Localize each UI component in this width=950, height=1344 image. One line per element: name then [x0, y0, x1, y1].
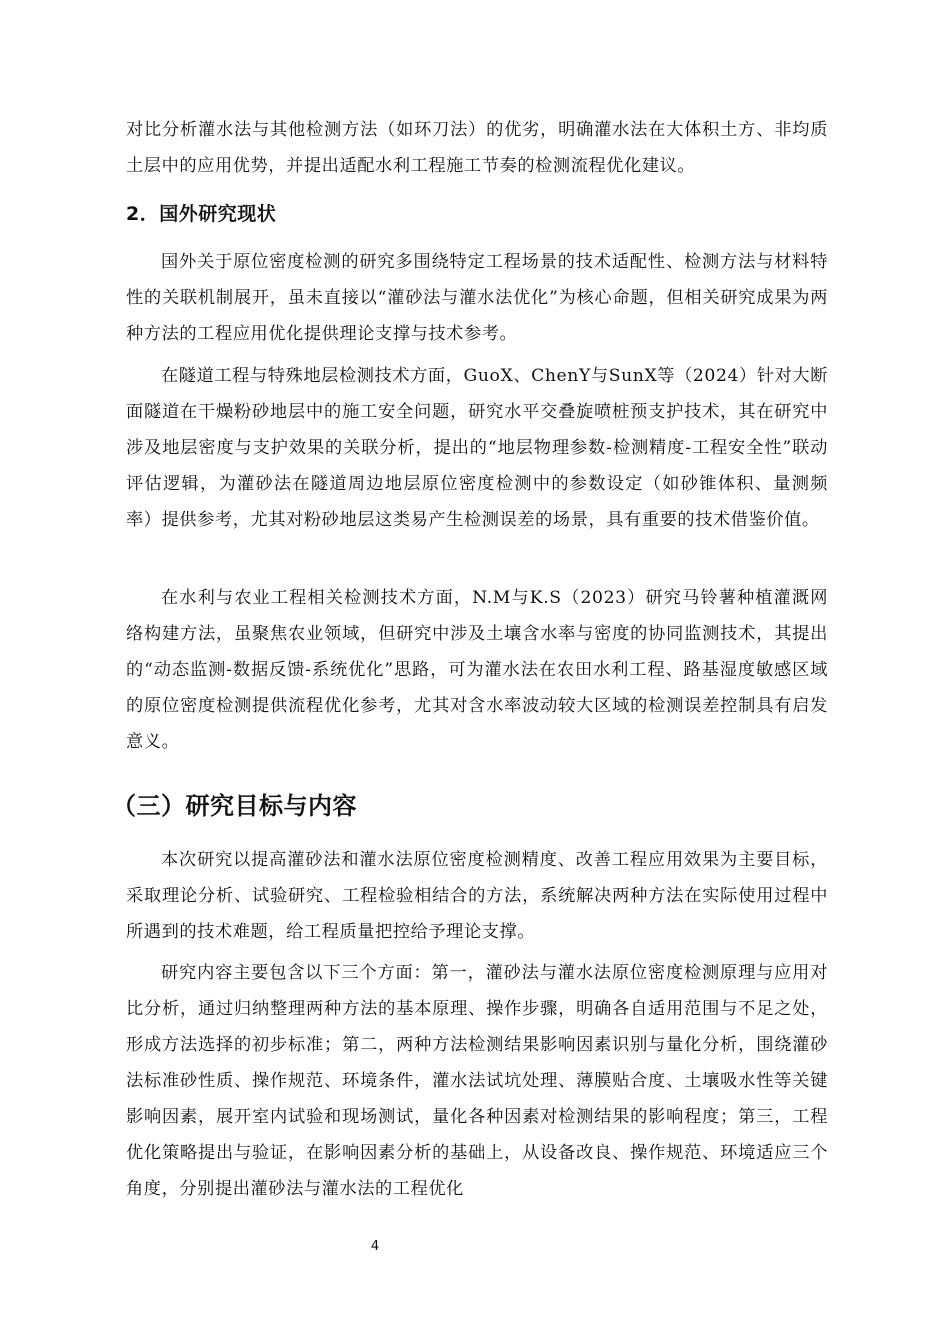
- paragraph-research-goals: 本次研究以提高灌砂法和灌水法原位密度检测精度、改善工程应用效果为主要目标，采取理论分析、试验研究、工程检验相结合的方法，系统解决两种方法在实际使用过程中所遇到的技术难题，给工程质量把控给予理论支撑。: [126, 850, 828, 942]
- section-heading-foreign-research: 2．国外研究现状: [126, 203, 277, 225]
- paragraph-method-comparison: 对比分析灌水法与其他检测方法（如环刀法）的优劣，明确灌水法在大体积土方、非均质土层中的应用优势，并提出适配水利工程施工节奏的检测流程优化建议。: [126, 120, 828, 176]
- paragraph-research-content: 研究内容主要包含以下三个方面：第一，灌砂法与灌水法原位密度检测原理与应用对比分析，通过归纳整理两种方法的基本原理、操作步骤，明确各自适用范围与不足之处，形成方法选择的初步标准；第二，两种方法检测结果影响因素识别与量化分析，围绕灌砂法标准砂性质、操作规范、环境条件，灌水法试坑处理、薄膜贴合度、土壤吸水性等关键影响因素，展开室内试验和现场测试，量化各种因素对检测结果的影响程度；第三，工程优化策略提出与验证，在影响因素分析的基础上，从设备改良、操作规范、环境适应三个角度，分别提出灌砂法与灌水法的工程优化: [126, 963, 828, 1199]
- paragraph-irrigation-detection: 在水利与农业工程相关检测技术方面，N.M与K.S（2023）研究马铃薯种植灌溉网络构建方法，虽聚焦农业领域，但研究中涉及土壤含水率与密度的协同监测技术，其提出的“动态监测-数据反馈-系统优化”思路，可为灌水法在农田水利工程、路基湿度敏感区域的原位密度检测提供流程优化参考，尤其对含水率波动较大区域的检测误差控制具有启发意义。: [126, 588, 828, 752]
- page-number: 4: [370, 1239, 380, 1254]
- paragraph-tunnel-detection: 在隧道工程与特殊地层检测技术方面，GuoX、ChenY与SunX等（2024）针对大断面隧道在干燥粉砂地层中的施工安全问题，研究水平交叠旋喷桩预支护技术，其在研究中涉及地层密度与支护效果的关联分析，提出的“地层物理参数-检测精度-工程安全性”联动评估逻辑，为灌砂法在隧道周边地层原位密度检测中的参数设定（如砂锥体积、量测频率）提供参考，尤其对粉砂地层这类易产生检测误差的场景，具有重要的技术借鉴价值。: [126, 366, 828, 530]
- chapter-heading-goals-content: （三）研究目标与内容: [112, 792, 357, 820]
- paragraph-foreign-overview: 国外关于原位密度检测的研究多围绕特定工程场景的技术适配性、检测方法与材料特性的关联机制展开，虽未直接以“灌砂法与灌水法优化”为核心命题，但相关研究成果为两种方法的工程应用优化提供理论支撑与技术参考。: [126, 252, 828, 344]
